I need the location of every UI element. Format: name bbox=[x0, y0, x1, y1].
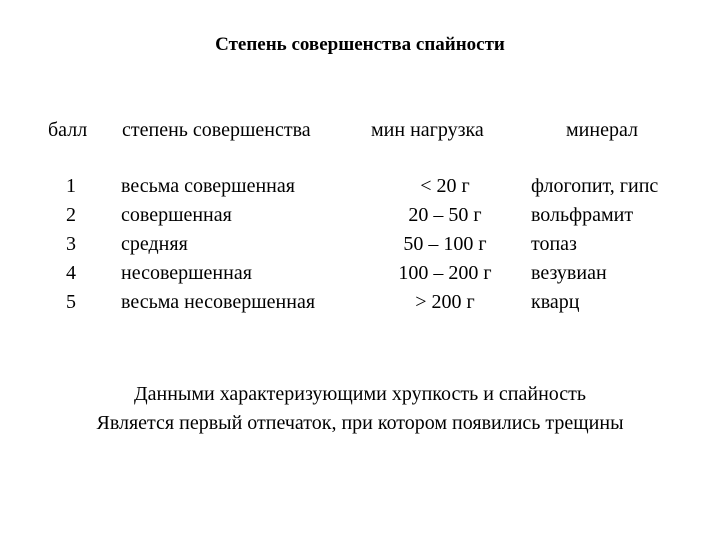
score-cell: 2 bbox=[66, 204, 76, 226]
degree-column bbox=[121, 172, 315, 317]
score-cell: 1 bbox=[66, 175, 76, 197]
degree-cell: средняя bbox=[121, 233, 188, 255]
score-cell: 5 bbox=[66, 291, 76, 313]
header-degree: степень совершенства bbox=[122, 119, 311, 141]
load-cell: > 200 г bbox=[415, 291, 475, 313]
page-title: Степень совершенства спайности bbox=[215, 34, 505, 55]
mineral-cell: флогопит, гипс bbox=[531, 175, 659, 197]
degree-cell: весьма несовершенная bbox=[121, 291, 316, 313]
mineral-cell: топаз bbox=[531, 233, 577, 255]
mineral-cell: вольфрамит bbox=[531, 204, 634, 226]
header-score: балл bbox=[48, 119, 88, 141]
load-cell: 20 – 50 г bbox=[408, 204, 482, 226]
load-cell: 100 – 200 г bbox=[398, 262, 492, 284]
footnote bbox=[0, 380, 720, 438]
min-load-column bbox=[380, 172, 510, 317]
header-min-load: мин нагрузка bbox=[371, 119, 484, 141]
footnote-line: Данными характеризующими хрупкость и спайность bbox=[133, 383, 587, 405]
score-cell: 3 bbox=[66, 233, 76, 255]
score-column bbox=[56, 172, 86, 317]
degree-cell: совершенная bbox=[121, 204, 232, 226]
score-cell: 4 bbox=[66, 262, 76, 284]
load-cell: 50 – 100 г bbox=[403, 233, 487, 255]
header-mineral: минерал bbox=[566, 119, 638, 141]
mineral-column bbox=[531, 172, 658, 317]
degree-cell: весьма совершенная bbox=[121, 175, 295, 197]
footnote-line: Является первый отпечаток, при котором появились трещины bbox=[96, 412, 624, 434]
load-cell: < 20 г bbox=[420, 175, 470, 197]
mineral-cell: кварц bbox=[531, 291, 580, 313]
mineral-cell: везувиан bbox=[531, 262, 607, 284]
degree-cell: несовершенная bbox=[121, 262, 252, 284]
